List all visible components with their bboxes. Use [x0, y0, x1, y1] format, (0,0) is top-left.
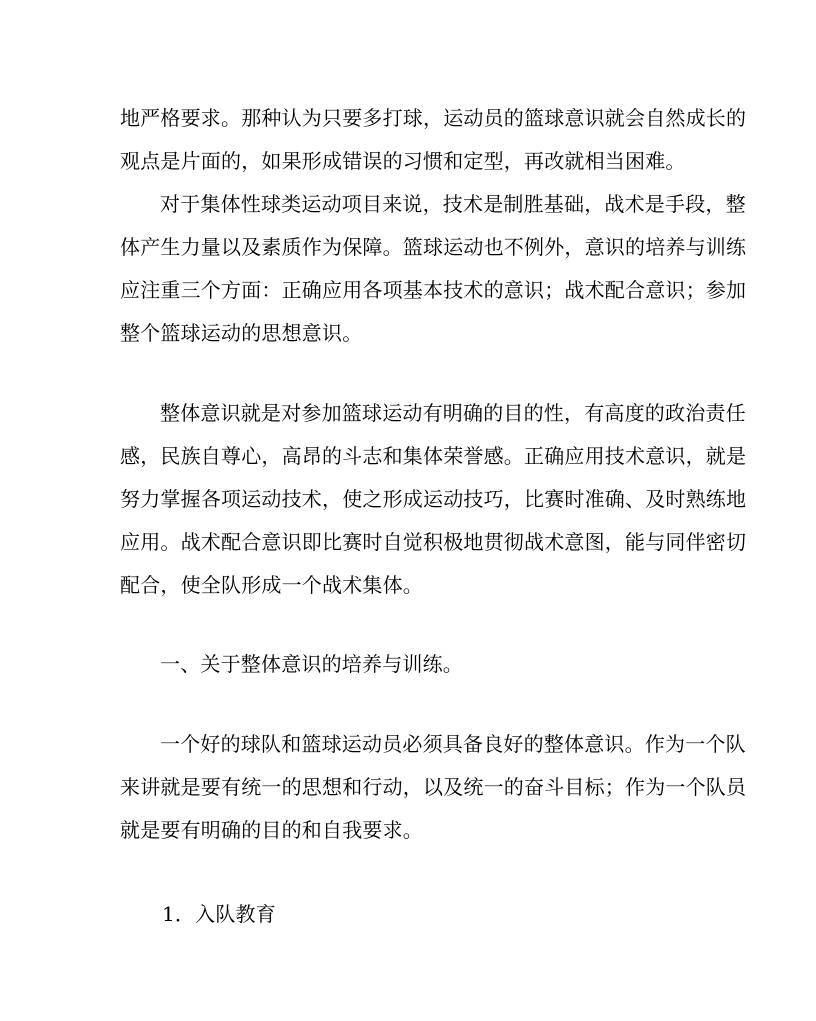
- paragraph-start-line: 整体意识就是对参加篮球运动有明确的目的性，有高度的政治责任: [160, 401, 746, 425]
- text-line: 应用。战术配合意识即比赛时自觉积极地贯彻战术意图，能与同伴密切: [120, 530, 747, 554]
- text-line: 应注重三个方面：正确应用各项基本技术的意识；战术配合意识；参加: [120, 278, 747, 302]
- text-line: 努力掌握各项运动技术，使之形成运动技巧，比赛时准确、及时熟练地: [120, 487, 747, 511]
- text-line: 整个篮球运动的思想意识。: [120, 321, 363, 345]
- text-line: 感，民族自尊心，高昂的斗志和集体荣誉感。正确应用技术意识，就是: [120, 444, 747, 468]
- paragraph-start-line: 对于集体性球类运动项目来说，技术是制胜基础，战术是手段，整: [160, 192, 746, 216]
- text-line: 观点是片面的，如果形成错误的习惯和定型，再改就相当困难。: [120, 149, 686, 173]
- text-line: 就是要有明确的目的和自我要求。: [120, 818, 423, 842]
- text-line: 体产生力量以及素质作为保障。篮球运动也不例外，意识的培养与训练: [120, 235, 747, 259]
- text-line: 地严格要求。那种认为只要多打球，运动员的篮球意识就会自然成长的: [120, 106, 747, 130]
- subsection-heading: 1．入队教育: [162, 902, 276, 926]
- text-line: 来讲就是要有统一的思想和行动，以及统一的奋斗目标；作为一个队员: [120, 775, 747, 799]
- paragraph-start-line: 一个好的球队和篮球运动员必须具备良好的整体意识。作为一个队: [160, 732, 746, 756]
- section-heading: 一、关于整体意识的培养与训练。: [160, 652, 463, 676]
- text-line: 配合，使全队形成一个战术集体。: [120, 573, 423, 597]
